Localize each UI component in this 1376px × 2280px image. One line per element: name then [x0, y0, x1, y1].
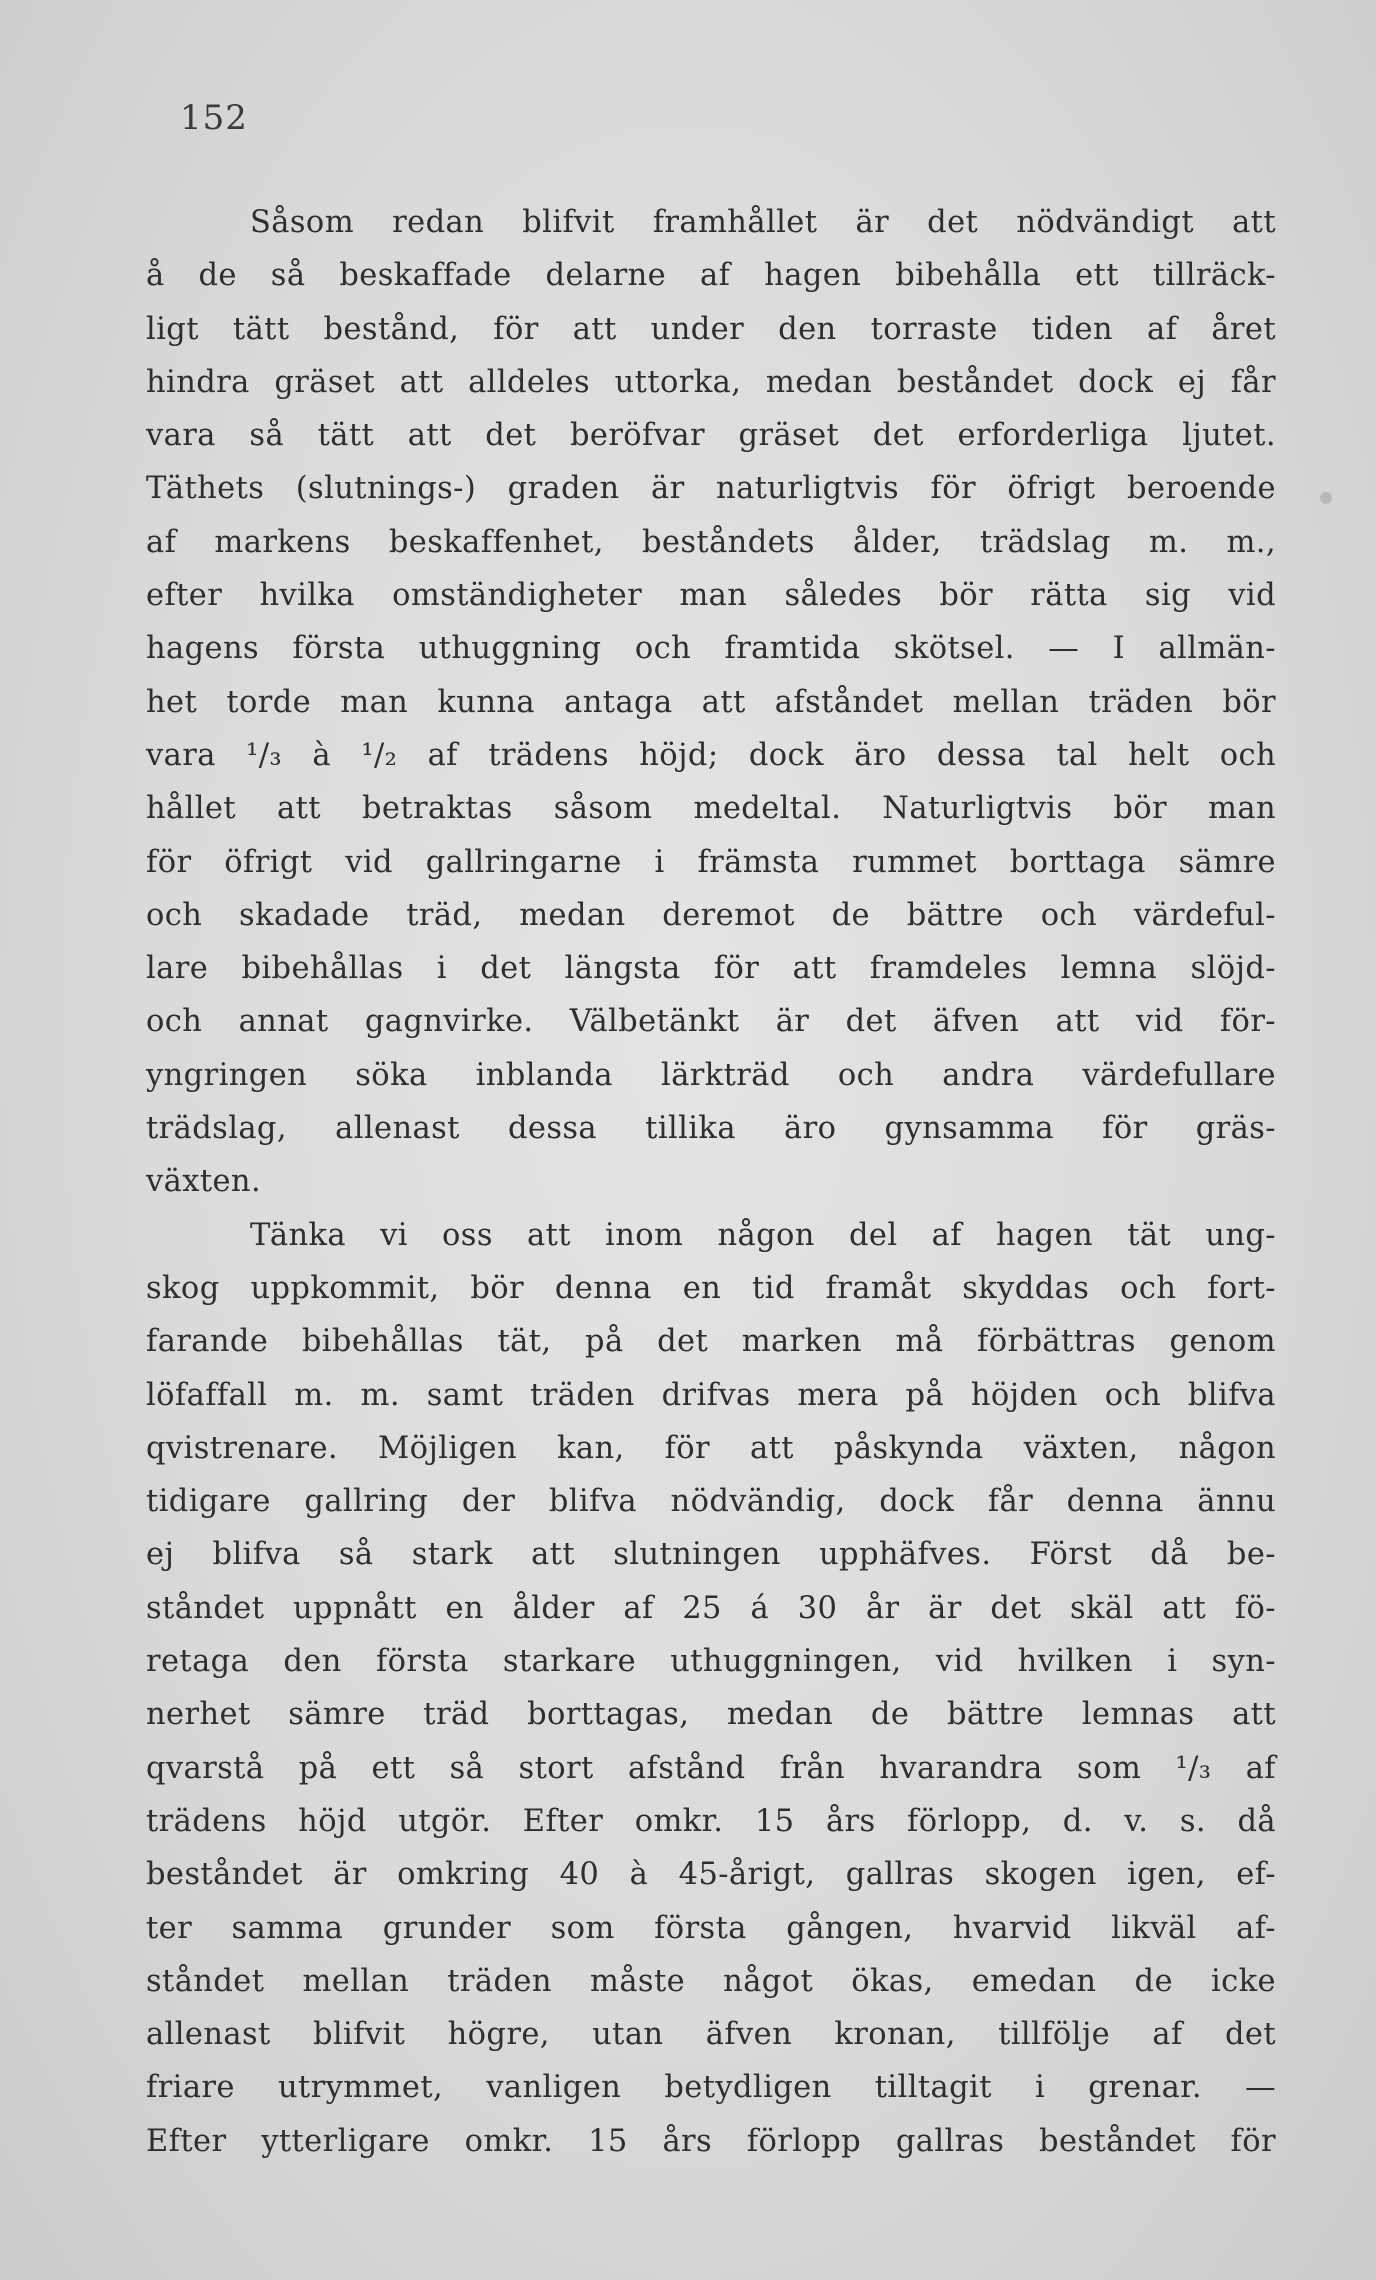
text-line: efter hvilka omständigheter man således bör rätta sig vid	[146, 578, 1276, 614]
text-line: beståndet är omkring 40 à 45-årigt, gallras skogen igen, ef-	[146, 1857, 1276, 1893]
text-line: het torde man kunna antaga att afståndet mellan träden bör	[146, 684, 1276, 720]
text-line: allenast blifvit högre, utan äfven kronan, tillfölje af det	[146, 2017, 1276, 2053]
text-line: retaga den första starkare uthuggningen, vid hvilken i syn-	[146, 1644, 1276, 1680]
page-number: 152	[180, 98, 248, 138]
text-line: Täthets (slutnings-) graden är naturligtvis för öfrigt beroende	[146, 471, 1276, 507]
text-line: trädslag, allenast dessa tillika äro gynsamma för gräs-	[146, 1111, 1276, 1147]
text-line: skog uppkommit, bör denna en tid framåt skyddas och fort-	[146, 1270, 1276, 1306]
text-line: vara ¹/₃ à ¹/₂ af trädens höjd; dock äro dessa tal helt och	[146, 737, 1276, 773]
text-line: å de så beskaffade delarne af hagen bibehålla ett tillräck-	[146, 258, 1276, 294]
text-line: ej blifva så stark att slutningen upphäfves. Först då be-	[146, 1537, 1276, 1573]
text-line: qvarstå på ett så stort afstånd från hvarandra som ¹/₃ af	[146, 1750, 1276, 1786]
paper-spot	[1320, 492, 1332, 504]
text-line: och skadade träd, medan deremot de bättre och värdeful-	[146, 897, 1276, 933]
text-line: och annat gagnvirke. Välbetänkt är det äfven att vid för-	[146, 1004, 1276, 1040]
text-line: yngringen söka inblanda lärkträd och andra värdefullare	[146, 1057, 1276, 1093]
text-line: ligt tätt bestånd, för att under den torraste tiden af året	[146, 311, 1276, 347]
text-line: nerhet sämre träd borttagas, medan de bättre lemnas att	[146, 1697, 1276, 1733]
text-line: tidigare gallring der blifva nödvändig, dock får denna ännu	[146, 1484, 1276, 1520]
text-line: Såsom redan blifvit framhållet är det nödvändigt att	[250, 205, 1276, 240]
text-line: Tänka vi oss att inom någon del af hagen tät ung-	[250, 1217, 1276, 1253]
text-line: Efter ytterligare omkr. 15 års förlopp gallras beståndet för	[146, 2123, 1276, 2159]
text-line: ståndet uppnått en ålder af 25 á 30 år är det skäl att fö-	[146, 1590, 1276, 1626]
text-line: hindra gräset att alldeles uttorka, medan beståndet dock ej får	[146, 364, 1276, 400]
text-line: trädens höjd utgör. Efter omkr. 15 års förlopp, d. v. s. då	[146, 1803, 1276, 1839]
text-line: af markens beskaffenhet, beståndets ålder, trädslag m. m.,	[146, 524, 1276, 560]
text-line: lare bibehållas i det längsta för att framdeles lemna slöjd-	[146, 951, 1276, 987]
text-line: vara så tätt att det beröfvar gräset det erforderliga ljutet.	[146, 418, 1276, 454]
text-line: ståndet mellan träden måste något ökas, emedan de icke	[146, 1963, 1276, 1999]
text-line: för öfrigt vid gallringarne i främsta rummet borttaga sämre	[146, 844, 1276, 880]
text-line: friare utrymmet, vanligen betydligen tilltagit i grenar. —	[146, 2070, 1276, 2106]
text-line: växten.	[146, 1164, 262, 1200]
text-line: qvistrenare. Möjligen kan, för att påskynda växten, någon	[146, 1430, 1276, 1466]
text-line: hagens första uthuggning och framtida skötsel. — I allmän-	[146, 631, 1276, 667]
text-line: hållet att betraktas såsom medeltal. Naturligtvis bör man	[146, 791, 1276, 827]
text-line: löfaffall m. m. samt träden drifvas mera på höjden och blifva	[146, 1377, 1276, 1413]
text-line: ter samma grunder som första gången, hvarvid likväl af-	[146, 1910, 1276, 1946]
body-text	[146, 196, 1276, 2168]
text-line: farande bibehållas tät, på det marken må förbättras genom	[146, 1324, 1276, 1360]
